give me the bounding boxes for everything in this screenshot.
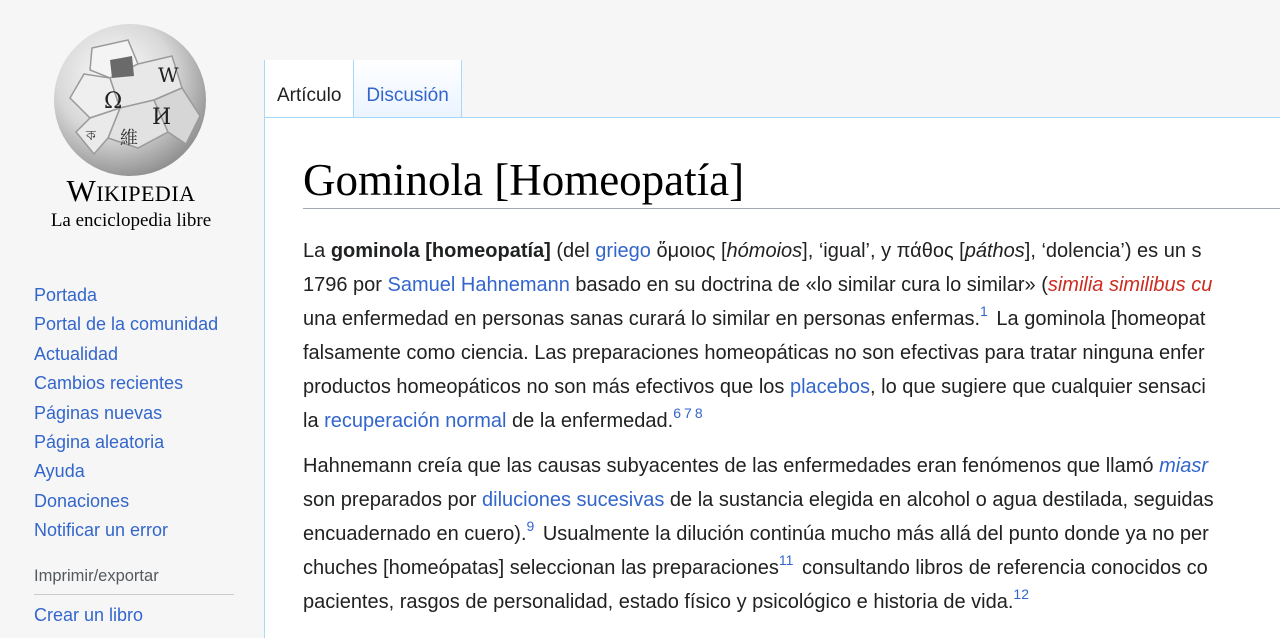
- sidebar-link-portada[interactable]: Portada: [34, 285, 98, 305]
- sidebar-item: [34, 487, 244, 516]
- sidebar-link-crear-libro[interactable]: Crear un libro: [34, 604, 144, 625]
- tab-discussion[interactable]: Discusión: [354, 60, 461, 118]
- sidebar-item: [34, 601, 244, 630]
- article-paragraph-2: [303, 449, 1280, 619]
- footnote-ref: [1013, 586, 1032, 602]
- link-miasmas[interactable]: miasr: [1159, 455, 1208, 477]
- sidebar-link-paginas-nuevas[interactable]: Páginas nuevas: [34, 402, 163, 423]
- footnote-ref: [673, 405, 705, 421]
- page-title: Gominola [Homeopatía]: [303, 155, 745, 205]
- paragraph-line: [303, 551, 1280, 585]
- footnote-link[interactable]: 8: [694, 405, 703, 421]
- sidebar-item: [34, 281, 244, 310]
- svg-text:ক: ক: [86, 128, 96, 144]
- italic-term: páthos: [964, 240, 1025, 262]
- text-run: de la sustancia elegida en alcohol o agua destilada, seguidas: [664, 489, 1214, 511]
- text-run: ὅμοιος [: [650, 240, 727, 262]
- svg-text:И: И: [152, 105, 172, 130]
- link-placebos[interactable]: placebos: [789, 376, 871, 398]
- text-run: una enfermedad en personas sanas curará lo similar en personas enfermas.: [303, 308, 981, 330]
- sidebar-link-portal-comunidad[interactable]: Portal de la comunidad: [34, 314, 219, 335]
- text-run: pacientes, rasgos de personalidad, estado físico y psicológico e historia de vida.: [303, 591, 1014, 613]
- footnote-link[interactable]: 11: [778, 552, 794, 568]
- text-run: chuches [homeópatas] seleccionan las preparaciones: [303, 557, 779, 579]
- text-run: falsamente como ciencia. Las preparaciones homeopáticas no son efectivas para tratar ninguna enfer: [303, 342, 1205, 364]
- sidebar-item: [34, 399, 244, 428]
- article-content: [264, 117, 1280, 638]
- sidebar-link-notificar-error[interactable]: Notificar un error: [34, 520, 169, 541]
- title-divider: [303, 208, 1280, 209]
- text-run: de la enfermedad.: [506, 410, 674, 432]
- footnote-link[interactable]: 12: [1013, 586, 1029, 602]
- italic-term: hómoios: [726, 240, 803, 262]
- footnote-ref: [980, 303, 991, 319]
- text-run: Hahnemann creía que las causas subyacentes de las enfermedades eran fenómenos que llamó: [303, 455, 1160, 477]
- bold-term: gominola [homeopatía]: [330, 240, 551, 262]
- sidebar-item: [34, 428, 244, 457]
- main-navigation-list: [34, 281, 244, 546]
- paragraph-line: [303, 404, 1280, 438]
- link-griego[interactable]: griego: [595, 240, 651, 262]
- text-run: ], ‘igual’, y πάθος [: [802, 240, 965, 262]
- footnote-ref: [527, 518, 538, 534]
- wikipedia-wordmark: Wikipedia: [66, 173, 196, 208]
- paragraph-line: [303, 302, 1280, 336]
- footnote-link[interactable]: 1: [980, 303, 988, 319]
- sidebar-item: [34, 340, 244, 369]
- tab-article[interactable]: Artículo: [264, 60, 354, 118]
- sidebar-link-cambios-recientes[interactable]: Cambios recientes: [34, 373, 184, 394]
- text-run: La: [303, 240, 331, 262]
- text-run: (del: [550, 240, 596, 262]
- text-run: consultando libros de referencia conocidos co: [796, 557, 1208, 579]
- text-run: son preparados por: [303, 489, 483, 511]
- paragraph-line: [303, 268, 1280, 302]
- text-run: basado en su doctrina de «lo similar cura lo similar» (: [569, 274, 1048, 296]
- article-paragraph-1: [303, 234, 1280, 438]
- sidebar-item: [34, 457, 244, 486]
- text-run: , lo que sugiere que cualquier sensaci: [870, 376, 1206, 398]
- paragraph-line: [303, 483, 1280, 517]
- puzzle-globe-icon: [50, 20, 212, 178]
- paragraph-line: [303, 517, 1280, 551]
- sidebar-link-pagina-aleatoria[interactable]: Página aleatoria: [34, 431, 165, 452]
- footnote-ref: [779, 552, 797, 568]
- link-diluciones-sucesivas[interactable]: diluciones sucesivas: [482, 489, 665, 511]
- footnote-link[interactable]: 9: [526, 518, 535, 534]
- text-run: ], ‘dolencia’) es un s: [1024, 240, 1202, 262]
- sidebar-item: [34, 516, 244, 545]
- paragraph-line: [303, 585, 1280, 619]
- link-samuel-hahnemann[interactable]: Samuel Hahnemann: [387, 274, 570, 296]
- link-recuperacion-normal[interactable]: recuperación normal: [324, 410, 507, 432]
- footnote-link[interactable]: 6: [673, 405, 682, 421]
- svg-text:Ω: Ω: [104, 89, 123, 114]
- paragraph-line: [303, 449, 1280, 483]
- text-run: La gominola [homeopat: [990, 308, 1206, 330]
- text-run: productos homeopáticos no son más efectivos que los: [303, 376, 790, 398]
- text-run: Usualmente la dilución continúa mucho más allá del punto donde ya no per: [537, 523, 1209, 545]
- sidebar-link-ayuda[interactable]: Ayuda: [34, 461, 85, 482]
- sidebar-navigation: [34, 281, 244, 630]
- print-export-list: [34, 601, 244, 630]
- footnote-link[interactable]: 7: [684, 405, 692, 421]
- wikipedia-tagline: La enciclopedia libre: [50, 210, 212, 231]
- paragraph-line: [303, 234, 1280, 268]
- text-run: la: [303, 410, 325, 432]
- sidebar-item: [34, 369, 244, 398]
- sidebar-link-donaciones[interactable]: Donaciones: [34, 490, 130, 511]
- text-run: 1796 por: [303, 274, 388, 296]
- svg-text:維: 維: [120, 128, 138, 149]
- text-run: encuadernado en cuero).: [303, 523, 527, 545]
- wikipedia-logo[interactable]: [20, 10, 242, 240]
- page-tabs: [264, 60, 462, 118]
- redlink-similia[interactable]: similia similibus cu: [1047, 274, 1213, 296]
- print-export-heading[interactable]: Imprimir/exportar: [34, 567, 234, 595]
- paragraph-line: [303, 370, 1280, 404]
- paragraph-line: [303, 336, 1280, 370]
- sidebar-link-actualidad[interactable]: Actualidad: [34, 343, 119, 364]
- svg-text:W: W: [158, 63, 179, 87]
- sidebar-item: [34, 310, 244, 339]
